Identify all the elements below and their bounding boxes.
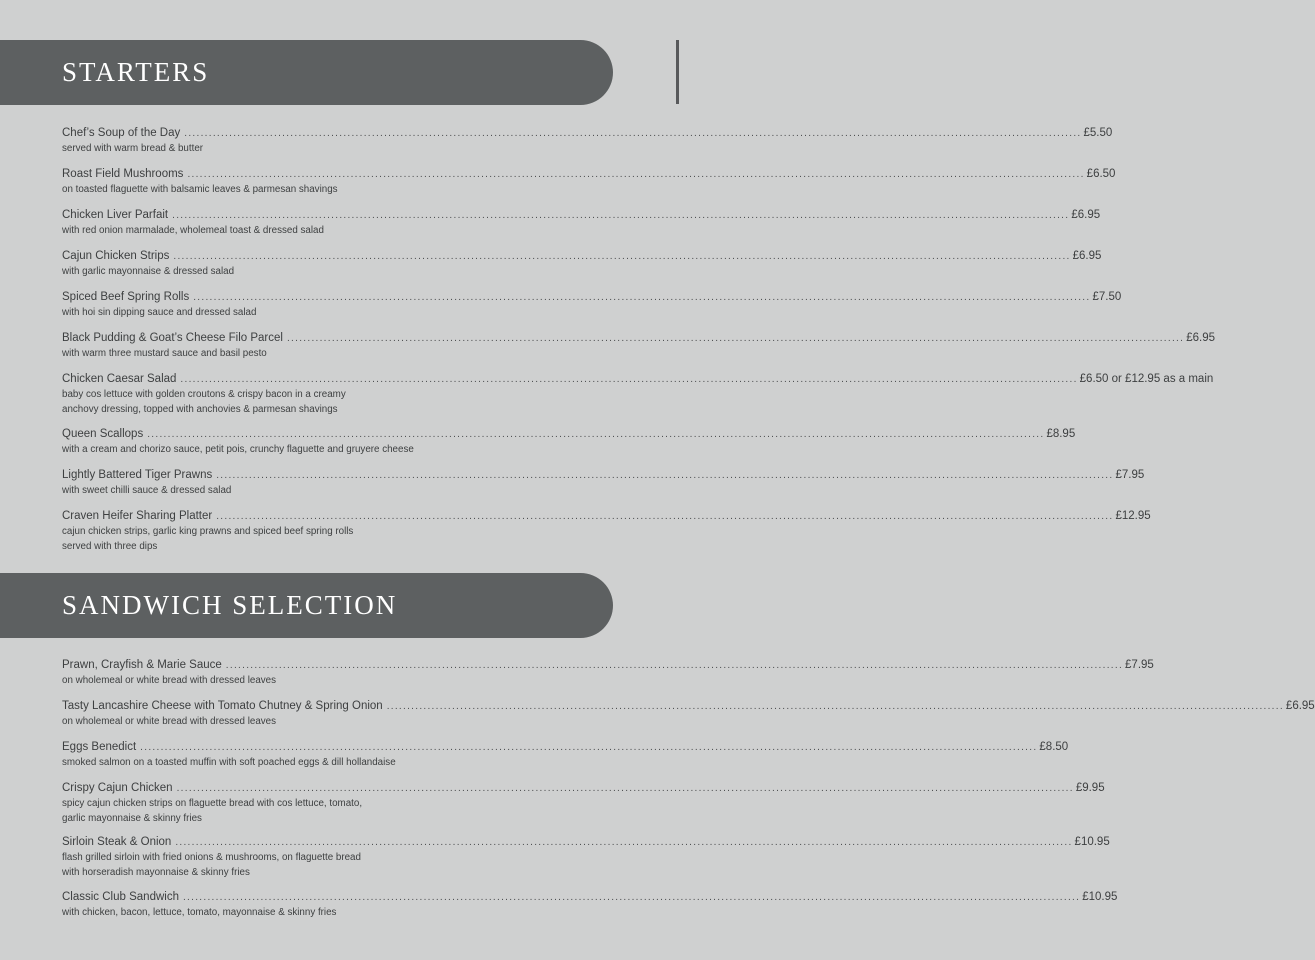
menu-item bbox=[62, 658, 1154, 688]
menu-item-price: £6.50 bbox=[1086, 168, 1116, 180]
menu-item bbox=[62, 890, 1118, 920]
dot-leader: ............................................................................................................................................................................................................................ bbox=[193, 292, 1091, 303]
dot-leader: ............................................................................................................................................................................................................................ bbox=[175, 837, 1073, 848]
menu-item-description: cajun chicken strips, garlic king prawns and spiced beef spring rolls bbox=[62, 526, 354, 537]
menu-item-price: £9.95 bbox=[1075, 782, 1105, 794]
menu-item-price: £6.50 or £12.95 as a main bbox=[1079, 373, 1214, 385]
menu-item-description: with hoi sin dipping sauce and dressed salad bbox=[62, 307, 257, 318]
menu-item bbox=[62, 372, 1214, 417]
menu-item-name: Classic Club Sandwich bbox=[62, 891, 179, 903]
menu-item-price: £6.95 bbox=[1072, 250, 1102, 262]
menu-item-description: served with warm bread & butter bbox=[62, 143, 204, 154]
menu-item-price: £10.95 bbox=[1074, 836, 1110, 848]
sandwich-banner bbox=[0, 573, 613, 638]
menu-item-name: Queen Scallops bbox=[62, 428, 144, 440]
menu-item-price: £7.50 bbox=[1092, 291, 1122, 303]
menu-item-line bbox=[62, 740, 1069, 755]
menu-item-description: with sweet chilli sauce & dressed salad bbox=[62, 485, 232, 496]
menu-item-name: Lightly Battered Tiger Prawns bbox=[62, 469, 213, 481]
menu-item-line bbox=[62, 167, 1116, 182]
menu-item-price: £7.95 bbox=[1125, 659, 1154, 671]
menu-item-price: £5.50 bbox=[1083, 127, 1113, 139]
menu-item-line bbox=[62, 468, 1145, 483]
menu-item-description: with chicken, bacon, lettuce, tomato, mayonnaise & skinny fries bbox=[62, 907, 337, 918]
menu-item bbox=[62, 249, 1102, 279]
menu-item bbox=[62, 835, 1110, 880]
dot-leader: ............................................................................................................................................................................................................................ bbox=[225, 660, 1124, 671]
dot-leader: ............................................................................................................................................................................................................................ bbox=[140, 742, 1038, 753]
menu-item-name: Roast Field Mushrooms bbox=[62, 168, 184, 180]
menu-item-price: £10.95 bbox=[1082, 891, 1118, 903]
menu-item-price: £12.95 bbox=[1115, 510, 1151, 522]
menu-item-line bbox=[62, 658, 1154, 673]
menu-item-name: Sirloin Steak & Onion bbox=[62, 836, 172, 848]
menu-item-line bbox=[62, 890, 1118, 905]
menu-item-name: Chicken Caesar Salad bbox=[62, 373, 177, 385]
menu-item-line bbox=[62, 126, 1113, 141]
page-edge-mark bbox=[676, 40, 679, 104]
menu-item bbox=[62, 781, 1105, 826]
menu-item-line bbox=[62, 781, 1105, 796]
menu-item-name: Prawn, Crayfish & Marie Sauce bbox=[62, 659, 222, 671]
menu-item bbox=[62, 208, 1101, 238]
dot-leader: ............................................................................................................................................................................................................................ bbox=[182, 892, 1081, 903]
menu-item bbox=[62, 331, 1215, 361]
menu-item-description: on toasted flaguette with balsamic leaves & parmesan shavings bbox=[62, 184, 338, 195]
menu-item-price: £6.95 bbox=[1186, 332, 1215, 344]
dot-leader: ............................................................................................................................................................................................................................ bbox=[172, 210, 1070, 221]
menu-item-line bbox=[62, 427, 1076, 442]
dot-leader: ............................................................................................................................................................................................................................ bbox=[216, 511, 1114, 522]
menu-item-name: Black Pudding & Goat’s Cheese Filo Parcel bbox=[62, 332, 283, 344]
menu-item bbox=[62, 427, 1076, 457]
menu-item-price: £6.95 bbox=[1071, 209, 1101, 221]
menu-item bbox=[62, 167, 1116, 197]
menu-item-name: Cajun Chicken Strips bbox=[62, 250, 170, 262]
menu-item-line bbox=[62, 208, 1101, 223]
dot-leader: ............................................................................................................................................................................................................................ bbox=[180, 374, 1078, 385]
menu-item bbox=[62, 740, 1069, 770]
menu-item-description: spicy cajun chicken strips on flaguette bread with cos lettuce, tomato, bbox=[62, 798, 363, 809]
menu-item-name: Crispy Cajun Chicken bbox=[62, 782, 173, 794]
dot-leader: ............................................................................................................................................................................................................................ bbox=[176, 783, 1074, 794]
menu-item-description: with horseradish mayonnaise & skinny fries bbox=[62, 867, 250, 878]
menu-item-line bbox=[62, 249, 1102, 264]
dot-leader: ............................................................................................................................................................................................................................ bbox=[147, 429, 1045, 440]
section-title: STARTERS bbox=[62, 57, 210, 87]
menu-item-line bbox=[62, 290, 1122, 305]
menu-item-price: £7.95 bbox=[1115, 469, 1145, 481]
menu-item-name: Spiced Beef Spring Rolls bbox=[62, 291, 190, 303]
dot-leader: ............................................................................................................................................................................................................................ bbox=[386, 701, 1284, 712]
menu-item-price: £6.95 bbox=[1285, 700, 1315, 712]
menu-item-name: Tasty Lancashire Cheese with Tomato Chutney & Spring Onion bbox=[62, 700, 383, 712]
menu-item bbox=[62, 509, 1151, 554]
menu-item bbox=[62, 290, 1122, 320]
menu-item-description: on wholemeal or white bread with dressed leaves bbox=[62, 675, 277, 686]
dot-leader: ............................................................................................................................................................................................................................ bbox=[184, 128, 1082, 139]
menu-item-name: Chef’s Soup of the Day bbox=[62, 127, 181, 139]
menu-item-description: with warm three mustard sauce and basil pesto bbox=[62, 348, 267, 359]
menu-item-name: Eggs Benedict bbox=[62, 741, 137, 753]
menu-item-name: Chicken Liver Parfait bbox=[62, 209, 169, 221]
section-title: SANDWICH SELECTION bbox=[62, 590, 398, 620]
menu-item-description: baby cos lettuce with golden croutons & crispy bacon in a creamy bbox=[62, 389, 346, 400]
menu-item-description: smoked salmon on a toasted muffin with soft poached eggs & dill hollandaise bbox=[62, 757, 396, 768]
menu-item-line bbox=[62, 331, 1215, 346]
menu-item-description: on wholemeal or white bread with dressed leaves bbox=[62, 716, 277, 727]
dot-leader: ............................................................................................................................................................................................................................ bbox=[216, 470, 1114, 481]
menu-item-description: with garlic mayonnaise & dressed salad bbox=[62, 266, 235, 277]
menu-item bbox=[62, 126, 1113, 156]
menu-item-description: served with three dips bbox=[62, 541, 158, 552]
menu-item-price: £8.50 bbox=[1039, 741, 1069, 753]
menu-item-line bbox=[62, 372, 1214, 387]
menu-item-description: flash grilled sirloin with fried onions & mushrooms, on flaguette bread bbox=[62, 852, 361, 863]
starters-banner bbox=[0, 40, 613, 105]
menu-item-description: with a cream and chorizo sauce, petit pois, crunchy flaguette and gruyere cheese bbox=[62, 444, 414, 455]
menu-item bbox=[62, 468, 1145, 498]
menu-item-line bbox=[62, 509, 1151, 524]
menu-item-description: garlic mayonnaise & skinny fries bbox=[62, 813, 202, 824]
menu-item-description: with red onion marmalade, wholemeal toast & dressed salad bbox=[62, 225, 324, 236]
menu-item-line bbox=[62, 699, 1315, 714]
menu-item-description: anchovy dressing, topped with anchovies & parmesan shavings bbox=[62, 404, 338, 415]
dot-leader: ............................................................................................................................................................................................................................ bbox=[187, 169, 1085, 180]
menu-item-line bbox=[62, 835, 1110, 850]
dot-leader: ............................................................................................................................................................................................................................ bbox=[286, 333, 1185, 344]
menu-item-name: Craven Heifer Sharing Platter bbox=[62, 510, 213, 522]
dot-leader: ............................................................................................................................................................................................................................ bbox=[173, 251, 1071, 262]
menu-item-price: £8.95 bbox=[1046, 428, 1076, 440]
menu-item bbox=[62, 699, 1315, 729]
